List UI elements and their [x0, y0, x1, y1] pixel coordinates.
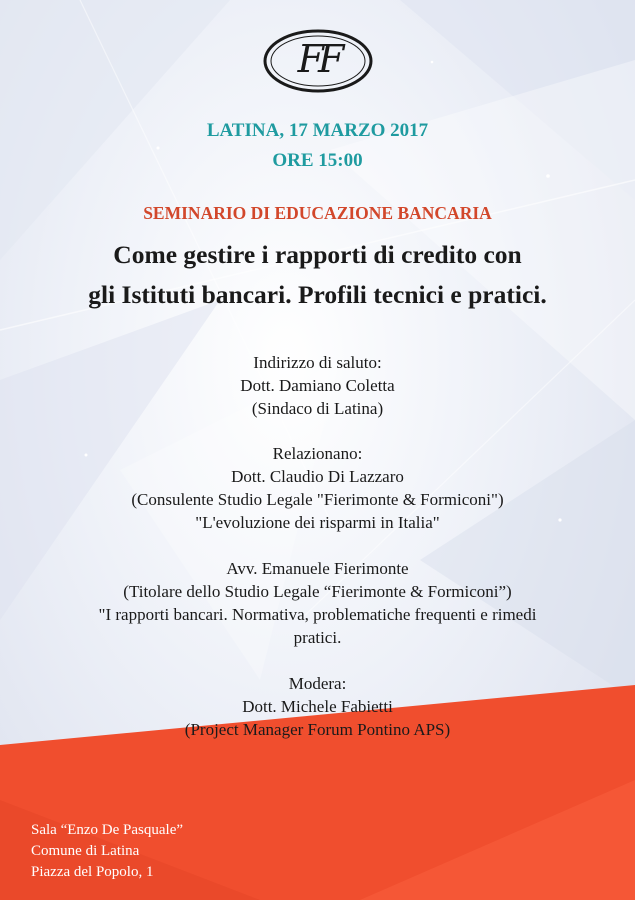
speaker-2-topic-line1: "I rapporti bancari. Normativa, problematiche frequenti e rimedi — [98, 605, 537, 624]
greeting-heading: Indirizzo di saluto: — [253, 353, 382, 372]
venue-municipality: Comune di Latina — [31, 843, 140, 859]
speaker-2-name: Avv. Emanuele Fierimonte — [226, 559, 409, 578]
seminar-subtitle: SEMINARIO DI EDUCAZIONE BANCARIA — [143, 203, 492, 223]
moderator-name: Dott. Michele Fabietti — [242, 697, 393, 716]
venue-hall: Sala “Enzo De Pasquale” — [31, 822, 184, 838]
greeting-name: Dott. Damiano Coletta — [240, 376, 395, 395]
moderator-role: (Project Manager Forum Pontino APS) — [184, 720, 451, 739]
event-time: ORE 15:00 — [272, 150, 363, 171]
speaker-2-role: (Titolare dello Studio Legale “Fierimonte & Formiconi”) — [123, 582, 512, 601]
seminar-title-line1: Come gestire i rapporti di credito con — [113, 240, 522, 269]
venue-address — [31, 820, 183, 883]
venue-street: Piazza del Popolo, 1 — [31, 864, 154, 880]
speakers-heading: Relazionano: — [272, 444, 363, 463]
speaker-1-name: Dott. Claudio Di Lazzaro — [231, 467, 404, 486]
speaker-2-topic-line2: pratici. — [293, 628, 342, 647]
speaker-1-role: (Consulente Studio Legale "Fierimonte & Formiconi") — [131, 490, 504, 509]
ff-monogram-logo-icon — [262, 28, 374, 94]
event-date: LATINA, 17 MARZO 2017 — [206, 120, 429, 141]
moderator-heading: Modera: — [288, 674, 347, 693]
speaker-1-topic: "L'evoluzione dei risparmi in Italia" — [195, 513, 440, 532]
logo-letters: FF — [297, 37, 339, 81]
seminar-title-line2: gli Istituti bancari. Profili tecnici e pratici. — [88, 280, 547, 309]
greeting-role: (Sindaco di Latina) — [251, 399, 384, 418]
